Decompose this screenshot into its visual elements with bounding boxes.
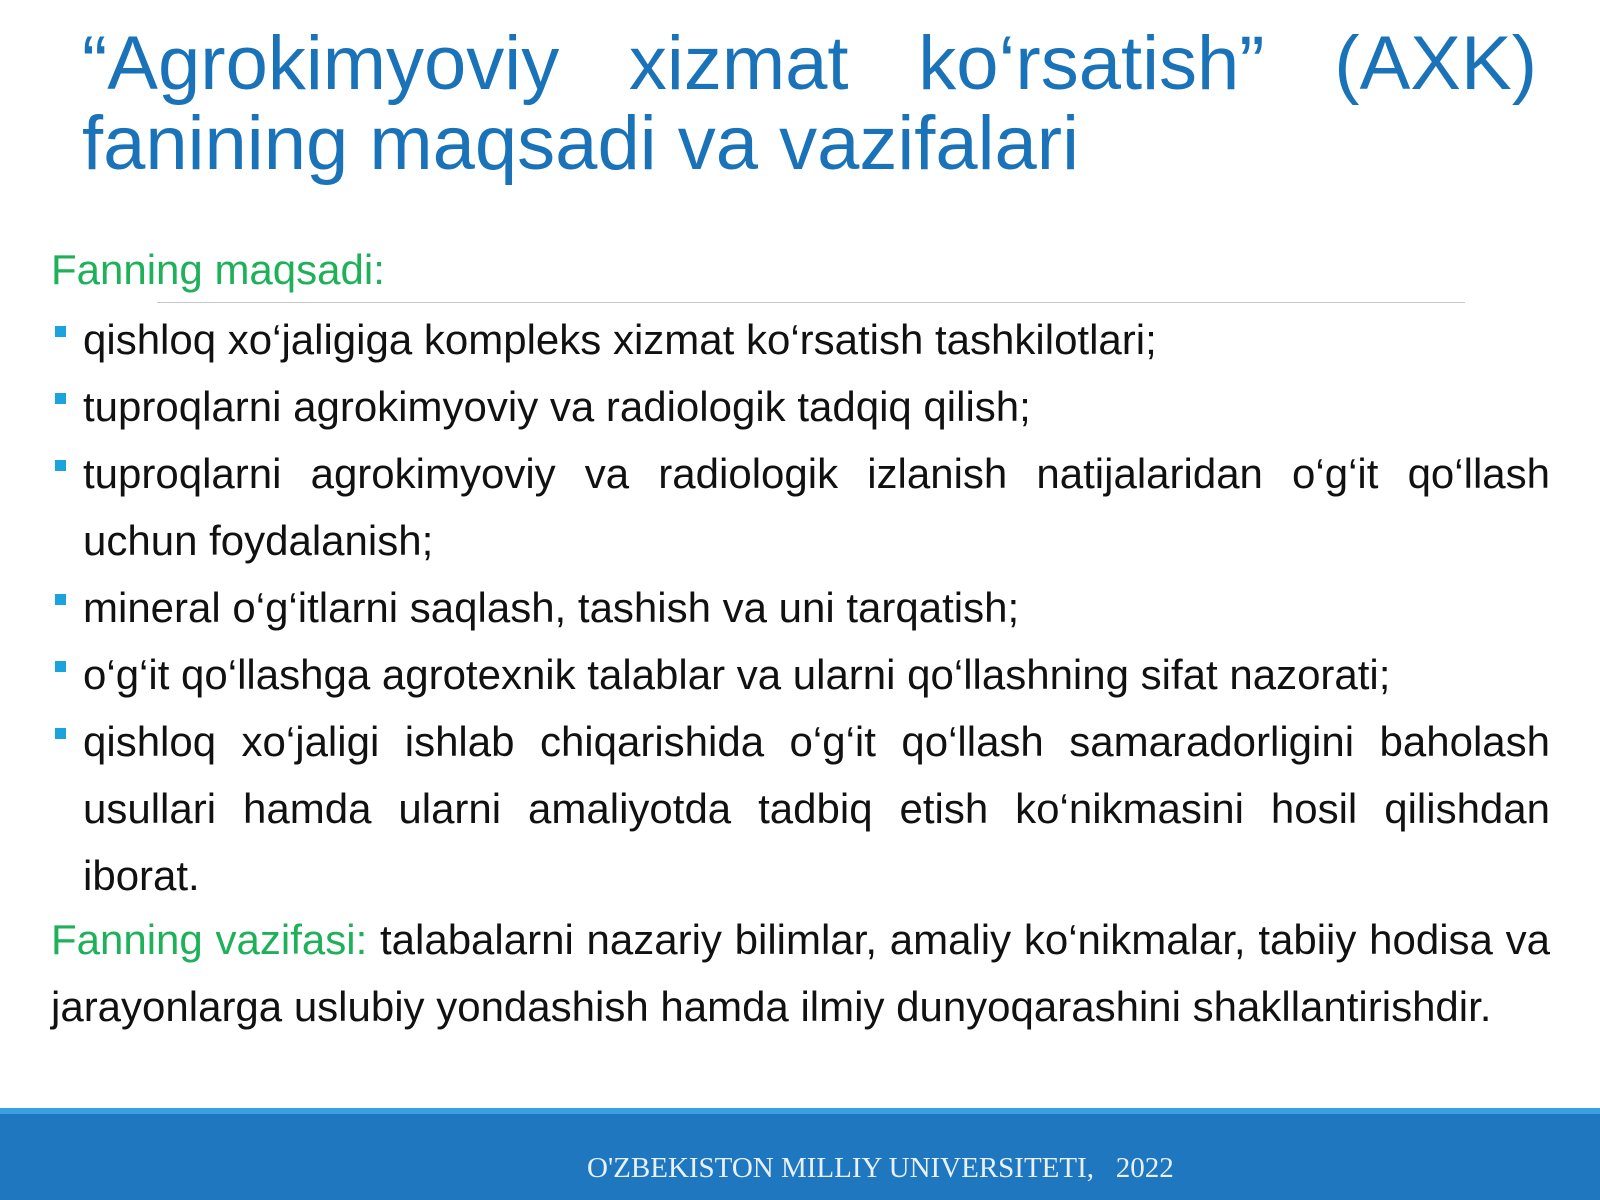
square-bullet-icon — [55, 393, 66, 404]
goals-list — [55, 306, 1550, 909]
square-bullet-icon — [55, 326, 66, 337]
footer-bar — [0, 1108, 1600, 1200]
list-item — [55, 373, 1550, 440]
list-item-text: mineral o‘g‘itlarni saqlash, tashish va uni tarqatish; — [83, 584, 1020, 631]
square-bullet-icon — [55, 728, 66, 739]
list-item-text: tuproqlarni agrokimyoviy va radiologik izlanish natijalaridan o‘g‘it qo‘llash uchun foydalanish; — [83, 450, 1550, 564]
list-item-text: o‘g‘it qo‘llashga agrotexnik talablar va ularni qo‘llashning sifat nazorati; — [83, 651, 1391, 698]
goals-heading: Fanning maqsadi: — [51, 246, 385, 293]
task-text: talabalarni nazariy bilimlar, amaliy ko‘nikmalar, tabiiy hodisa va jarayonlarga uslubiy yondashish hamda ilmiy dunyoqarashini shakllantirishdir. — [51, 916, 1550, 1030]
task-heading: Fanning vazifasi: — [51, 916, 368, 963]
list-item — [55, 306, 1550, 373]
list-item — [55, 641, 1550, 708]
list-item-text: qishloq xo‘jaligiga kompleks xizmat ko‘rsatish tashkilotlari; — [83, 316, 1157, 363]
list-item — [55, 708, 1550, 909]
slide-title — [82, 21, 1537, 186]
square-bullet-icon — [55, 661, 66, 672]
task-paragraph — [51, 906, 1550, 1040]
square-bullet-icon — [55, 460, 66, 471]
divider-line — [157, 302, 1465, 303]
list-item-text: tuproqlarni agrokimyoviy va radiologik tadqiq qilish; — [83, 383, 1031, 430]
list-item-text: qishloq xo‘jaligi ishlab chiqarishida o‘g‘it qo‘llash samaradorligini baholash usullari hamda ularni amaliyotda tadbiq etish ko‘nikmasini hosil qilishdan iborat. — [83, 718, 1550, 899]
title-line-2: fanining maqsadi va vazifalari — [82, 101, 1079, 186]
title-line-1: “Agrokimyoviy xizmat ko‘rsatish” (AXK) — [82, 21, 1537, 106]
list-item — [55, 574, 1550, 641]
footer-text: O'ZBEKISTON MILLIY UNIVERSITETI, 2022 — [587, 1152, 1174, 1184]
square-bullet-icon — [55, 594, 66, 605]
list-item — [55, 440, 1550, 574]
